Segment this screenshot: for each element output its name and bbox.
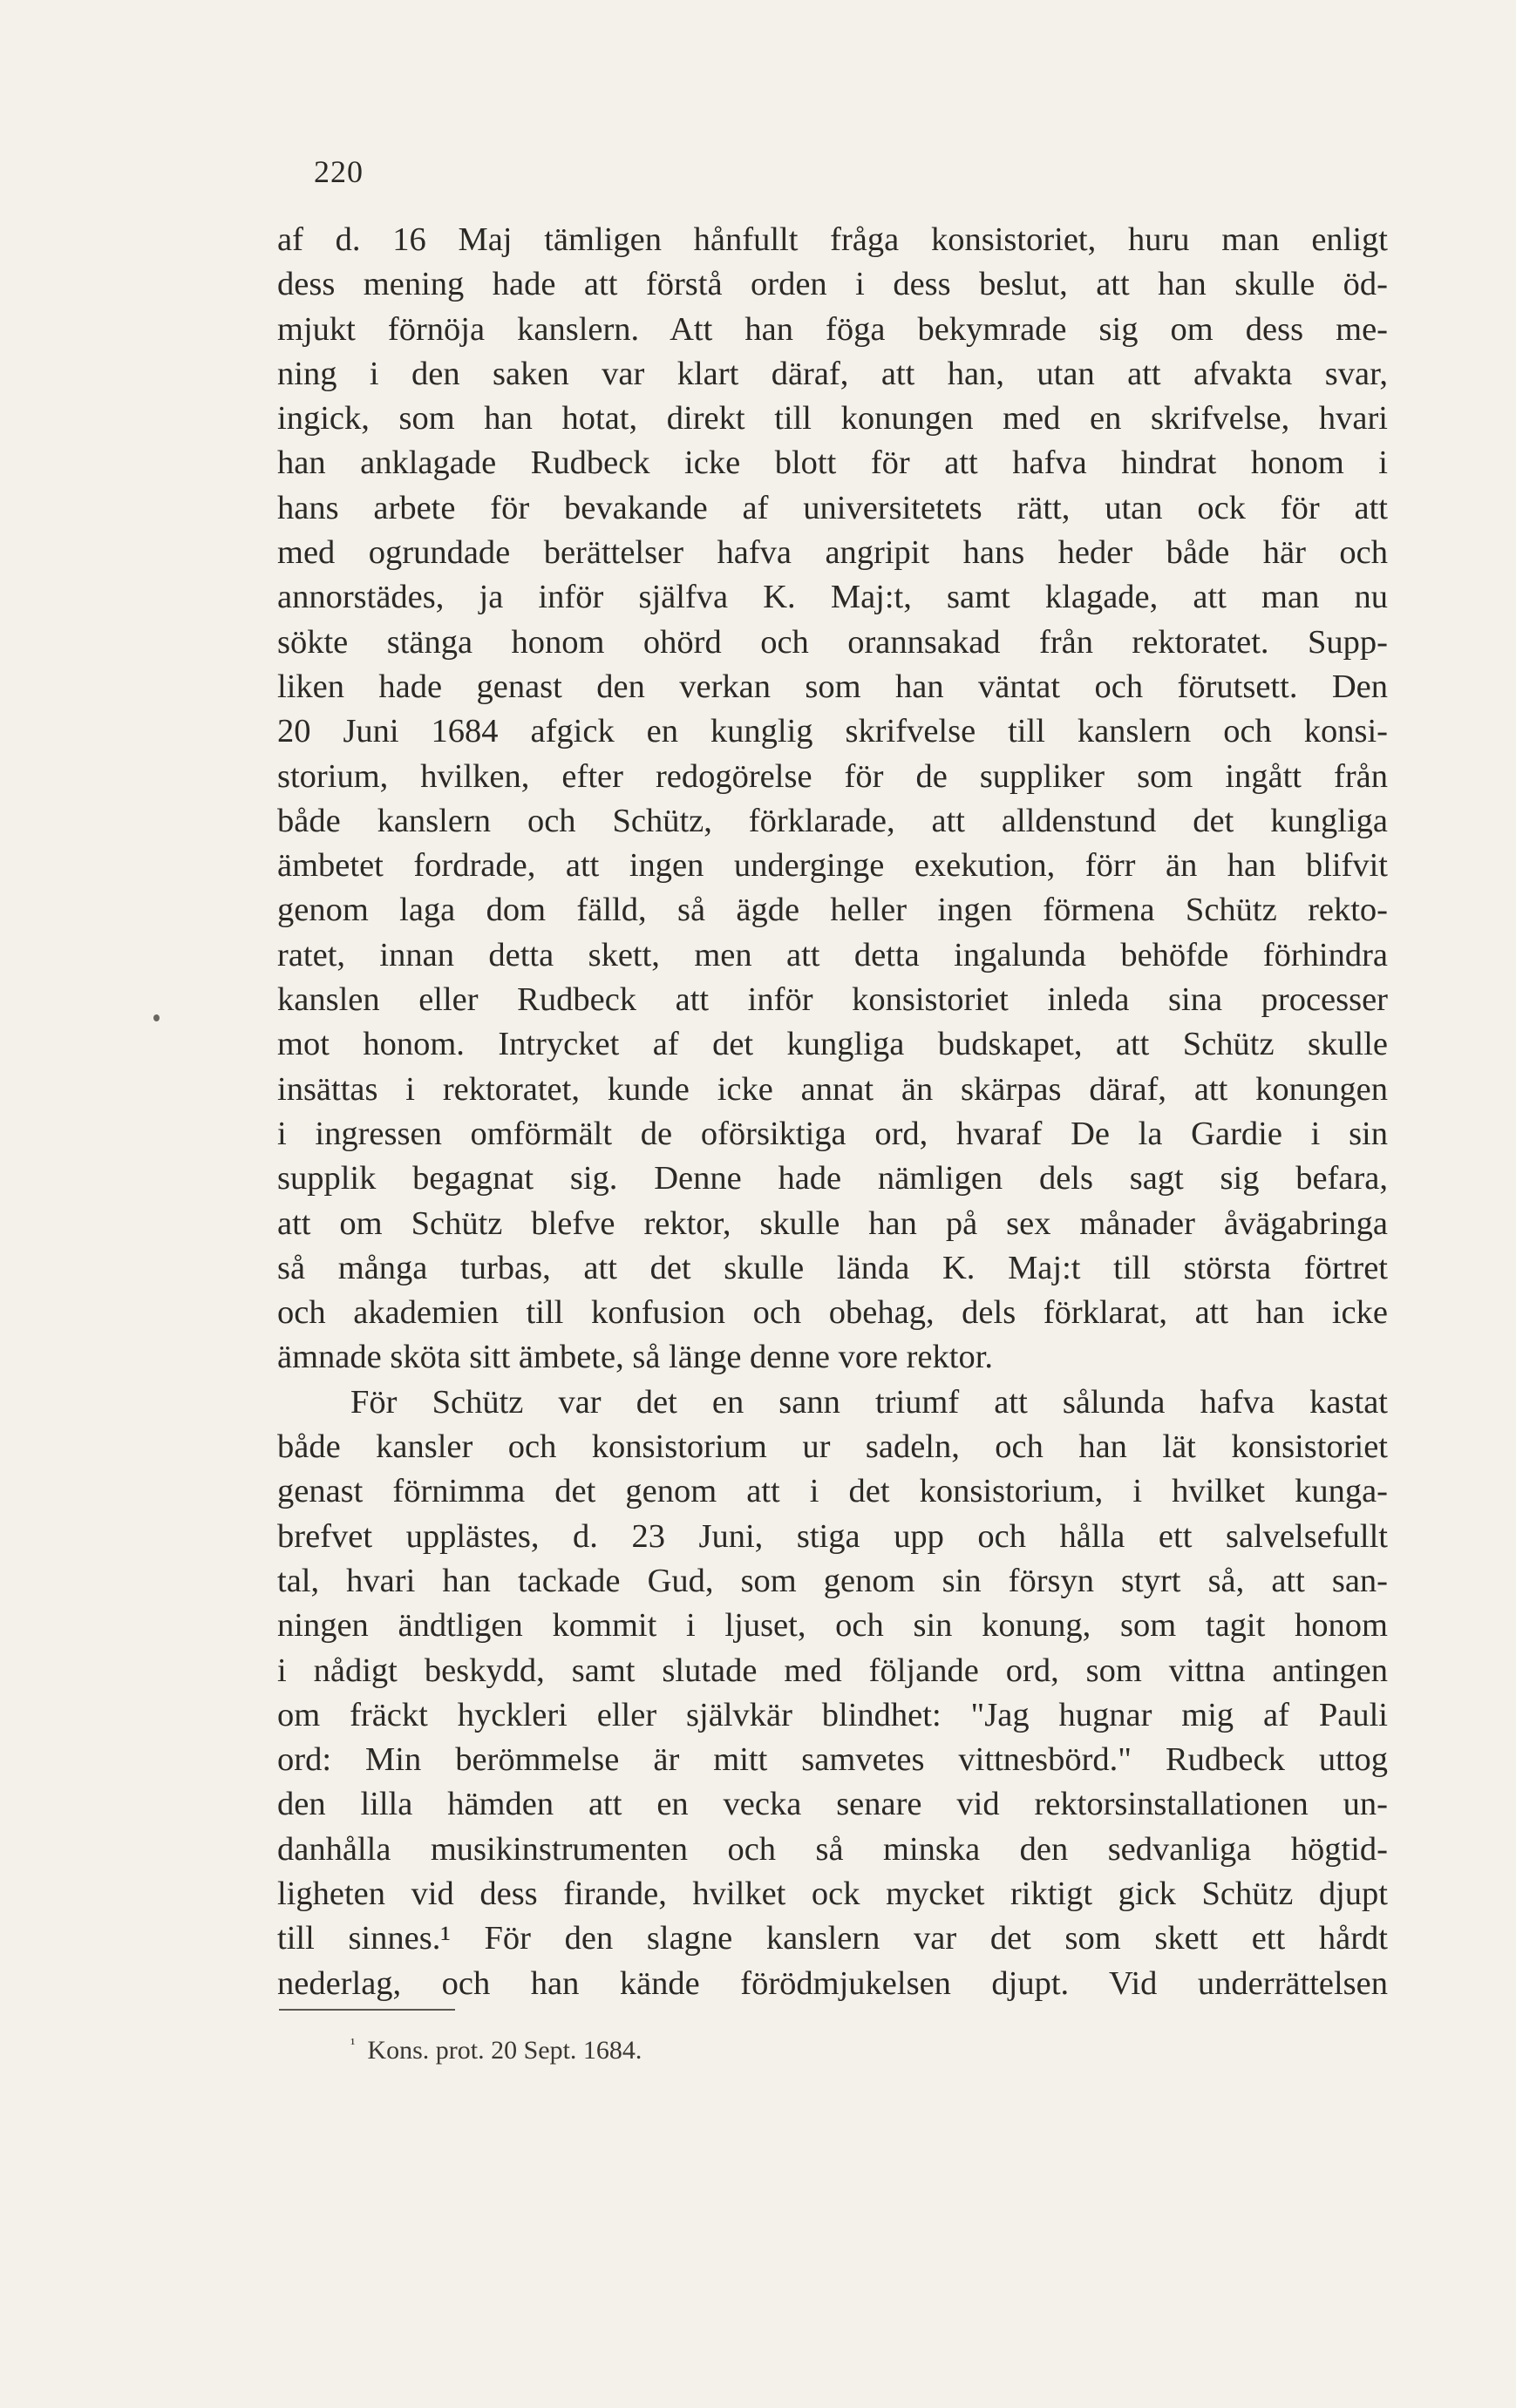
text-line: hans arbete för bevakande af universitetets rätt, utan ock för att <box>277 489 1388 526</box>
text-line: ämnade sköta sitt ämbete, så länge denne vore rektor. <box>277 1339 994 1376</box>
text-line: storium, hvilken, efter redogörelse för de suppliker som ingått från <box>277 757 1388 795</box>
text-line: i ingressen omförmält de oförsiktiga ord, hvaraf De la Gardie i sin <box>277 1115 1388 1152</box>
margin-speck <box>153 1014 160 1021</box>
text-line: liken hade genast den verkan som han väntat och förutsett. Den <box>277 668 1388 705</box>
text-line: han anklagade Rudbeck icke blott för att hafva hindrat honom i <box>277 444 1388 482</box>
text-line: ligheten vid dess firande, hvilket ock mycket riktigt gick Schütz djupt <box>277 1875 1388 1912</box>
footnote-divider <box>279 2009 455 2011</box>
footnote <box>350 2035 642 2065</box>
text-line: danhålla musikinstrumenten och så minska den sedvanliga högtid- <box>277 1830 1388 1868</box>
text-line: så många turbas, att det skulle lända K. Maj:t till största förtret <box>277 1249 1388 1286</box>
text-line: dess mening hade att förstå orden i dess beslut, att han skulle öd- <box>277 266 1388 303</box>
text-line: För Schütz var det en sann triumf att sålunda hafva kastat <box>350 1383 1388 1421</box>
text-line: både kanslern och Schütz, förklarade, att alldenstund det kungliga <box>277 802 1388 839</box>
text-line: mot honom. Intrycket af det kungliga budskapet, att Schütz skulle <box>277 1026 1388 1063</box>
text-line: kanslen eller Rudbeck att inför konsistoriet inleda sina processer <box>277 981 1388 1019</box>
text-line: ord: Min berömmelse är mitt samvetes vittnesbörd." Rudbeck uttog <box>277 1741 1388 1779</box>
text-line: brefvet upplästes, d. 23 Juni, stiga upp och hålla ett salvelsefullt <box>277 1517 1388 1555</box>
text-line: 20 Juni 1684 afgick en kunglig skrifvelse till kanslern och konsi- <box>277 713 1388 750</box>
text-line: ingick, som han hotat, direkt till konungen med en skrifvelse, hvari <box>277 400 1388 438</box>
text-line: tal, hvari han tackade Gud, som genom sin försyn styrt så, att san- <box>277 1562 1388 1599</box>
text-line: supplik begagnat sig. Denne hade nämligen dels sagt sig befara, <box>277 1160 1388 1197</box>
text-line: och akademien till konfusion och obehag, dels förklarat, att han icke <box>277 1294 1388 1332</box>
text-line: till sinnes.¹ För den slagne kanslern var det som skett ett hårdt <box>277 1920 1388 1957</box>
text-line: om fräckt hyckleri eller självkär blindhet: "Jag hugnar mig af Pauli <box>277 1696 1388 1733</box>
text-line: annorstädes, ja inför själfva K. Maj:t, samt klagade, att man nu <box>277 579 1388 616</box>
text-line: insättas i rektoratet, kunde icke annat än skärpas däraf, att konungen <box>277 1070 1388 1108</box>
text-line: i nådigt beskydd, samt slutade med följande ord, som vittna antingen <box>277 1652 1388 1689</box>
text-line: med ogrundade berättelser hafva angripit hans heder både här och <box>277 534 1388 572</box>
text-line: den lilla hämden att en vecka senare vid rektorsinstallationen un- <box>277 1786 1388 1823</box>
text-line: att om Schütz blefve rektor, skulle han på sex månader åvägabringa <box>277 1204 1388 1242</box>
text-line: genast förnimma det genom att i det konsistorium, i hvilket kunga- <box>277 1473 1388 1510</box>
text-line: mjukt förnöja kanslern. Att han föga bekymrade sig om dess me- <box>277 310 1388 348</box>
text-line: genom laga dom fälld, så ägde heller ingen förmena Schütz rekto- <box>277 892 1388 929</box>
text-line: ämbetet fordrade, att ingen underginge exekution, förr än han blifvit <box>277 847 1388 885</box>
text-line: ratet, innan detta skett, men att detta ingalunda behöfde förhindra <box>277 936 1388 973</box>
text-line: sökte stänga honom ohörd och orannsakad från rektoratet. Supp- <box>277 623 1388 661</box>
text-line: ning i den saken var klart däraf, att han, utan att afvakta svar, <box>277 355 1388 392</box>
text-line: både kansler och konsistorium ur sadeln, och han lät konsistoriet <box>277 1428 1388 1466</box>
text-line: nederlag, och han kände förödmjukelsen djupt. Vid underrättelsen <box>277 1964 1388 2002</box>
footnote-text: Kons. prot. 20 Sept. 1684. <box>367 2036 642 2065</box>
footnote-marker: ¹ <box>350 2035 356 2052</box>
text-line: ningen ändtligen kommit i ljuset, och sin konung, som tagit honom <box>277 1607 1388 1645</box>
body-text <box>277 218 1388 2006</box>
text-line: af d. 16 Maj tämligen hånfullt fråga konsistoriet, huru man enligt <box>277 221 1388 258</box>
page-number: 220 <box>314 154 364 189</box>
